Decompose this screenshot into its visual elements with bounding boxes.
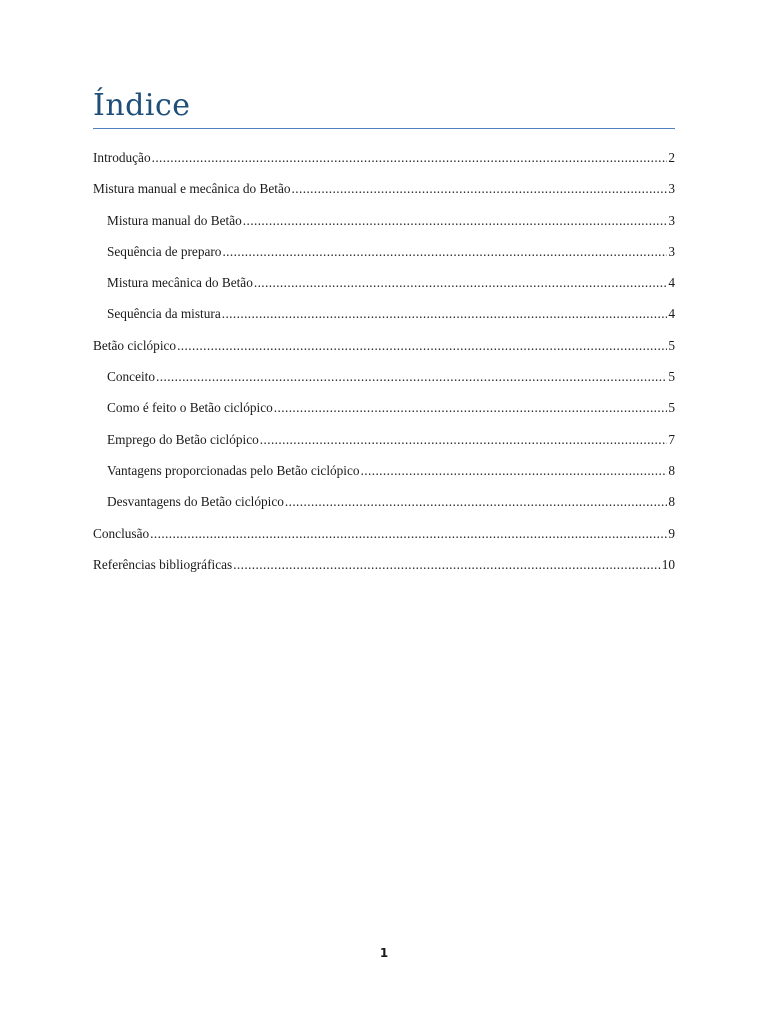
toc-entry-label: Desvantagens do Betão ciclópico [107,494,284,510]
toc-entry-page: 5 [668,337,675,353]
table-of-contents [93,145,675,583]
dot-leader [222,301,668,327]
toc-entry-sequencia-mistura[interactable] [93,301,675,332]
toc-entry-mistura-manual[interactable] [93,208,675,239]
dot-leader [233,552,661,578]
toc-entry-label: Sequência de preparo [107,243,222,259]
toc-entry-conceito[interactable] [93,364,675,395]
toc-entry-vantagens[interactable] [93,458,675,489]
dot-leader [222,239,667,265]
toc-entry-label: Mistura manual e mecânica do Betão [93,181,291,197]
toc-entry-page: 8 [668,494,675,510]
toc-entry-label: Conceito [107,369,156,385]
dot-leader [243,208,668,234]
toc-entry-label: Mistura mecânica do Betão [107,275,253,291]
toc-entry-label: Conclusão [93,525,150,541]
page-number: 1 [379,946,389,960]
toc-entry-label: Como é feito o Betão ciclópico [107,400,273,416]
toc-entry-page: 10 [661,556,675,572]
toc-entry-label: Mistura manual do Betão [107,212,242,228]
toc-entry-como-e-feito[interactable] [93,395,675,426]
toc-title: Índice [93,88,191,123]
dot-leader [285,489,667,515]
toc-entry-desvantagens[interactable] [93,489,675,520]
toc-entry-page: 3 [668,243,675,259]
toc-entry-emprego[interactable] [93,427,675,458]
toc-entry-page: 5 [668,369,675,385]
toc-entry-page: 3 [668,181,675,197]
toc-entry-mistura-manual-mecanica[interactable] [93,176,675,207]
toc-entry-introducao[interactable] [93,145,675,176]
toc-entry-page: 4 [668,275,675,291]
toc-entry-mistura-mecanica[interactable] [93,270,675,301]
dot-leader [254,270,668,296]
toc-entry-referencias[interactable] [93,552,675,583]
toc-entry-page: 5 [668,400,675,416]
toc-entry-label: Introdução [93,150,151,165]
toc-entry-label: Emprego do Betão ciclópico [107,431,259,447]
toc-entry-sequencia-preparo[interactable] [93,239,675,270]
dot-leader [152,145,668,171]
toc-entry-page: 9 [668,525,675,541]
toc-entry-page: 8 [668,462,675,478]
dot-leader [177,333,667,359]
dot-leader [361,458,668,484]
toc-entry-page: 3 [668,212,675,228]
toc-entry-label: Vantagens proporcionadas pelo Betão ciclópico [107,462,360,478]
toc-entry-page: 7 [668,431,675,447]
dot-leader [156,364,667,390]
toc-entry-label: Sequência da mistura [107,306,221,322]
dot-leader [292,176,668,202]
toc-entry-label: Betão ciclópico [93,337,177,353]
toc-entry-conclusao[interactable] [93,521,675,552]
toc-entry-betao-ciclopico[interactable] [93,333,675,364]
dot-leader [260,427,668,453]
dot-leader [274,395,668,421]
toc-entry-label: Referências bibliográficas [93,556,233,572]
toc-entry-page: 2 [668,150,675,165]
dot-leader [150,521,667,547]
title-underline [93,128,675,129]
toc-entry-page: 4 [668,306,675,322]
